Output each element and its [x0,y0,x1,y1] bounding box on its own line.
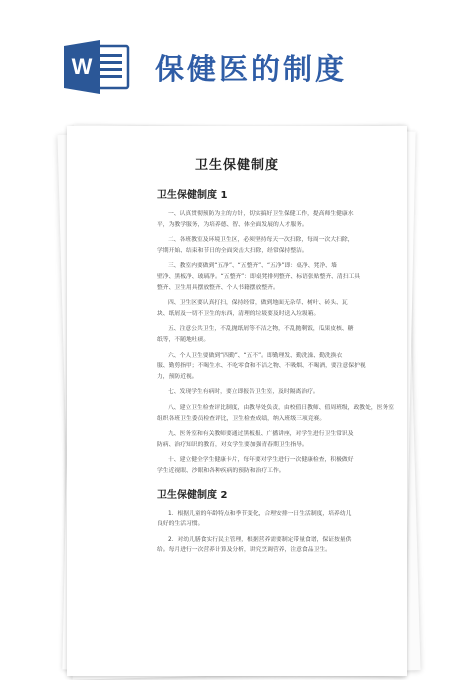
paragraph-line: 十、建立健全学生健康卡片，每年要对学生进行一次健康检查，积极做好 [168,457,354,464]
paragraph [157,209,367,230]
paragraph-line: 五、注意公共卫生，不乱抛纸屑等不洁之物，不乱抛剩饭，瓜果皮核、糖 [168,326,354,333]
banner-title: 保健医的制度 [155,52,348,86]
paragraph [157,261,367,293]
paragraph-line: 平，为教学服务，为培养德、智、体全面发展的人才服务。 [157,221,308,228]
paragraph [157,387,367,398]
section-heading: 卫生保健制度 1 [157,190,228,201]
paragraph-line: 九、医务室和有关教师要通过黑板报、广播讲座，对学生进行卫生常识及 [168,431,354,438]
paragraph [157,455,367,476]
paragraph-line: 防病、治疗知识的教育，对女学生要加强青春期卫生指导。 [157,441,308,448]
paragraph [157,324,367,345]
paragraph [157,235,367,256]
document-page [67,126,407,676]
paragraph-line: 壁净、黑板净、玻璃净。“五整齐”：即桌凳排列整齐、标语张贴整齐、清扫工具 [157,273,361,280]
paragraph-line: 给。每月进行一次营养计算及分析，讲究烹调营养，注意食品卫生。 [157,547,331,554]
paragraph-line: 八、建立卫生检查评比制度，由教导处负责，由校值日教师、值周班级，政教处，医务室 [168,405,395,411]
paragraph-line: 一、认真贯彻预防为主的方针，切实搞好卫生保健工作，提高师生健康水 [168,211,354,217]
paragraph-line: 学生近视眼、沙眼和各种疾病的预防和治疗工作。 [157,467,285,474]
paragraph-line: 三、教室内要做到“五净”、“五整齐”、“五净”即：桌净、凳净、墙 [168,263,337,270]
paragraph-line: 块、纸屑及一切不卫生的东西，清理的垃圾要及时送入垃圾箱。 [157,310,320,317]
paragraph-line: 整齐、卫生用具摆放整齐、个人书籍摆放整齐。 [157,284,279,291]
paragraph [157,403,395,424]
paragraph-line: 组织各班卫生委员检查评比，卫生检查成绩，纳入班级三项竞赛。 [157,415,326,422]
paragraph-line: 力，预防近视。 [157,373,198,380]
paragraph [157,298,367,319]
paragraph-line: 良好的生活习惯。 [157,521,204,528]
paragraph [157,509,367,530]
paragraph-line: 二、各班教室及环境卫生区，必须坚持每天一次扫除，每周一次大扫除， [168,237,354,244]
document-title: 卫生保健制度 [194,158,279,173]
paragraph-line: 四、卫生区要认真打扫，保持经常，做到地面无杂草、树叶、砖头、瓦 [168,300,348,307]
word-icon [62,40,132,94]
paragraph-line: 1．根据儿童的年龄特点和季节变化，合理安排一日生活制度，培养幼儿 [168,510,352,517]
paragraph-line: 学期开始、结束和节日的全面突击大扫除，经常保持整洁。 [157,247,308,254]
paragraph-line: 纸等，不随地吐痰。 [157,336,210,343]
paragraph-line: 2．对幼儿膳食实行民主管理，根据营养需要制定带量食谱，保证按量供 [168,536,352,543]
paragraph [157,429,367,450]
paragraph [157,535,367,556]
paragraph [157,351,367,383]
section-heading: 卫生保健制度 2 [157,489,228,501]
banner [0,0,474,110]
svg-text:W: W [71,54,93,79]
paragraph-line: 七、发现学生有病时，要立即报告卫生室，及时隔离治疗。 [168,389,319,396]
paragraph-line: 六、个人卫生要做到“四勤”、“五不”。即勤理发、勤洗澡、勤洗换衣 [168,352,343,359]
paragraph-line: 服、勤剪指甲；不喝生水、不吃零食和不洁之物、不吸烟、不喝酒，要注意保护视 [157,363,366,370]
